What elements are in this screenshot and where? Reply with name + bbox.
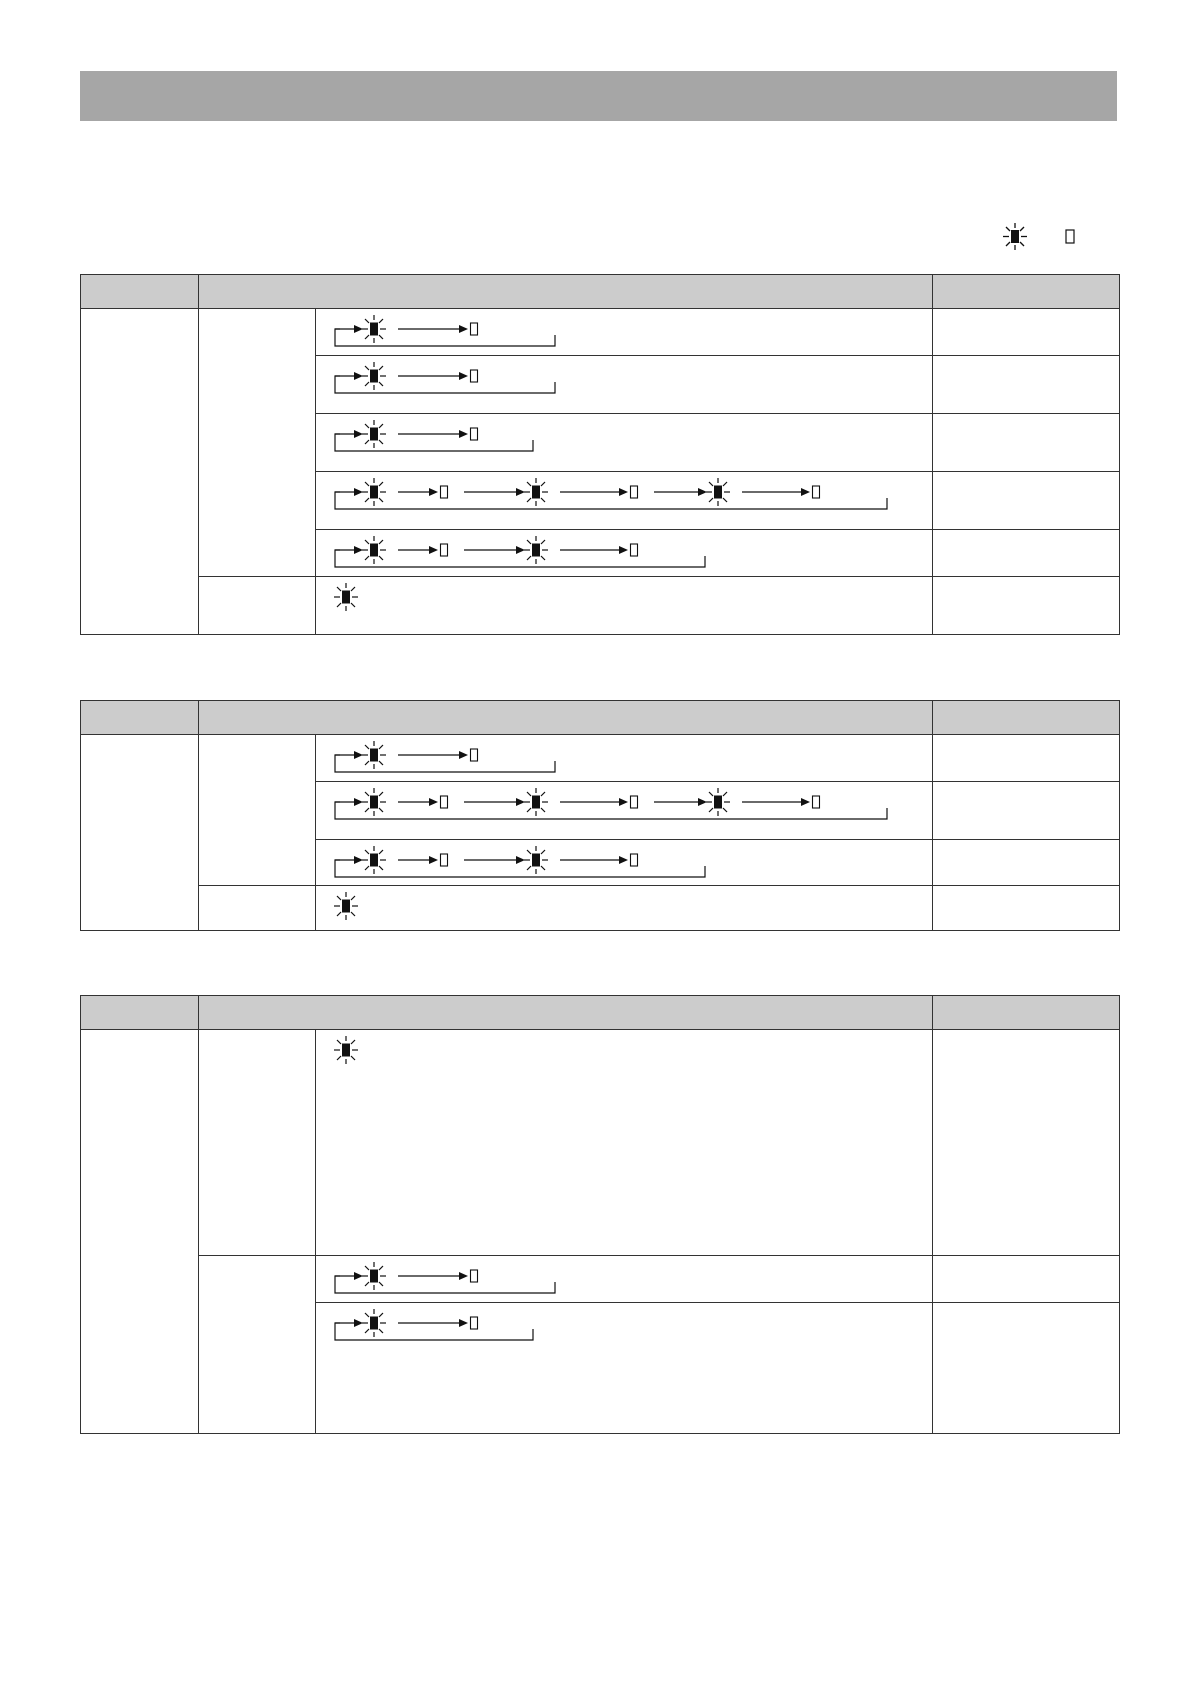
loop-line — [335, 1276, 555, 1293]
led-off-icon — [471, 1270, 478, 1282]
state-cell — [199, 577, 316, 635]
arrow-head-icon — [354, 751, 363, 759]
led-off-icon — [471, 428, 478, 440]
arrow-head-icon — [801, 488, 810, 496]
led-pattern-diagram — [316, 414, 932, 472]
flashing-led-icon — [524, 536, 548, 564]
state-cell — [199, 1030, 316, 1256]
table-header-cell — [199, 275, 933, 309]
arrow-head-icon — [459, 751, 468, 759]
indicator-table-3 — [80, 995, 1120, 1434]
led-pattern-diagram — [316, 735, 932, 782]
status-cell — [933, 309, 1120, 356]
led-pattern-cell — [316, 414, 933, 472]
led-pattern-cell — [316, 1030, 933, 1256]
flashing-led-icon — [524, 478, 548, 506]
arrow-head-icon — [459, 1272, 468, 1280]
led-pattern-diagram — [316, 782, 932, 840]
table-header-cell — [81, 701, 199, 735]
flashing-led-icon — [362, 420, 386, 448]
arrow-head-icon — [619, 546, 628, 554]
led-pattern-diagram — [316, 356, 932, 414]
led-off-icon — [471, 323, 478, 335]
flashing-led-icon — [334, 892, 358, 920]
table-header-cell — [933, 996, 1120, 1030]
led-off-icon — [631, 544, 638, 556]
table-row — [81, 577, 1120, 635]
led-pattern-diagram — [316, 840, 932, 886]
status-cell — [933, 735, 1120, 782]
led-pattern-diagram — [316, 309, 932, 356]
arrow-head-icon — [354, 488, 363, 496]
arrow-head-icon — [698, 798, 707, 806]
indicator-table-2 — [80, 700, 1120, 931]
arrow-head-icon — [459, 430, 468, 438]
status-cell — [933, 782, 1120, 840]
arrow-head-icon — [354, 1319, 363, 1327]
led-pattern-cell — [316, 1303, 933, 1434]
led-pattern-diagram — [316, 1303, 932, 1434]
arrow-head-icon — [354, 546, 363, 554]
arrow-head-icon — [459, 372, 468, 380]
arrow-head-icon — [619, 856, 628, 864]
flashing-led-icon — [1000, 222, 1030, 252]
led-pattern-cell — [316, 782, 933, 840]
arrow-head-icon — [429, 546, 438, 554]
arrow-head-icon — [516, 488, 525, 496]
arrow-head-icon — [354, 372, 363, 380]
led-pattern-diagram — [316, 472, 932, 530]
led-off-icon — [813, 796, 820, 808]
led-pattern-diagram — [316, 530, 932, 577]
indicator-table-1 — [80, 274, 1120, 635]
table-header-row — [81, 996, 1120, 1030]
legend — [1000, 222, 1100, 250]
arrow-head-icon — [516, 546, 525, 554]
arrow-head-icon — [459, 325, 468, 333]
arrow-head-icon — [354, 856, 363, 864]
loop-line — [335, 550, 705, 567]
loop-line — [335, 376, 555, 393]
flashing-led-icon — [362, 362, 386, 390]
led-pattern-cell — [316, 472, 933, 530]
state-cell — [199, 735, 316, 886]
led-pattern-cell — [316, 840, 933, 886]
table-row — [81, 735, 1120, 782]
flashing-led-icon — [362, 315, 386, 343]
led-off-icon — [1064, 229, 1076, 245]
loop-line — [335, 329, 555, 346]
led-pattern-cell — [316, 309, 933, 356]
table-header-cell — [81, 996, 199, 1030]
loop-line — [335, 755, 555, 772]
table-header-row — [81, 701, 1120, 735]
led-pattern-diagram — [316, 577, 932, 635]
table-header-row — [81, 275, 1120, 309]
table-header-cell — [199, 996, 933, 1030]
arrow-head-icon — [354, 798, 363, 806]
category-cell — [81, 735, 199, 931]
status-cell — [933, 1303, 1120, 1434]
table-row — [81, 309, 1120, 356]
led-off-icon — [441, 796, 448, 808]
table-header-cell — [81, 275, 199, 309]
loop-line — [335, 434, 533, 451]
status-cell — [933, 472, 1120, 530]
flashing-led-icon — [362, 741, 386, 769]
flashing-led-icon — [362, 1262, 386, 1290]
status-cell — [933, 530, 1120, 577]
led-off-icon — [441, 854, 448, 866]
flashing-led-icon — [362, 788, 386, 816]
arrow-head-icon — [516, 856, 525, 864]
state-cell — [199, 886, 316, 931]
led-pattern-cell — [316, 1256, 933, 1303]
flashing-led-icon — [334, 583, 358, 611]
table-row — [81, 886, 1120, 931]
table-header-cell — [933, 275, 1120, 309]
table-row — [81, 1030, 1120, 1256]
status-cell — [933, 886, 1120, 931]
led-pattern-cell — [316, 735, 933, 782]
led-off-icon — [471, 749, 478, 761]
arrow-head-icon — [429, 856, 438, 864]
flashing-led-icon — [334, 1036, 358, 1064]
status-cell — [933, 356, 1120, 414]
led-pattern-cell — [316, 530, 933, 577]
arrow-head-icon — [459, 1319, 468, 1327]
flashing-led-icon — [706, 788, 730, 816]
state-cell — [199, 309, 316, 577]
arrow-head-icon — [619, 798, 628, 806]
flashing-led-icon — [362, 846, 386, 874]
table-header-cell — [933, 701, 1120, 735]
table-header-cell — [199, 701, 933, 735]
page-header-band — [80, 71, 1117, 121]
arrow-head-icon — [801, 798, 810, 806]
arrow-head-icon — [516, 798, 525, 806]
flashing-led-icon — [362, 1309, 386, 1337]
arrow-head-icon — [354, 430, 363, 438]
category-cell — [81, 1030, 199, 1434]
status-cell — [933, 414, 1120, 472]
flashing-led-icon — [524, 788, 548, 816]
loop-line — [335, 860, 705, 877]
led-off-icon — [631, 796, 638, 808]
flashing-led-icon — [362, 536, 386, 564]
led-off-icon — [631, 486, 638, 498]
arrow-head-icon — [354, 325, 363, 333]
led-pattern-diagram — [316, 1030, 932, 1256]
state-cell — [199, 1256, 316, 1434]
arrow-head-icon — [354, 1272, 363, 1280]
led-off-icon — [471, 370, 478, 382]
led-pattern-cell — [316, 356, 933, 414]
status-cell — [933, 577, 1120, 635]
led-off-icon — [471, 1317, 478, 1329]
status-cell — [933, 1256, 1120, 1303]
led-pattern-diagram — [316, 886, 932, 931]
led-pattern-cell — [316, 886, 933, 931]
status-cell — [933, 1030, 1120, 1256]
arrow-head-icon — [619, 488, 628, 496]
led-off-icon — [441, 486, 448, 498]
category-cell — [81, 309, 199, 635]
status-cell — [933, 840, 1120, 886]
flashing-led-icon — [524, 846, 548, 874]
arrow-head-icon — [429, 488, 438, 496]
loop-line — [335, 1323, 533, 1340]
arrow-head-icon — [698, 488, 707, 496]
arrow-head-icon — [429, 798, 438, 806]
led-pattern-diagram — [316, 1256, 932, 1303]
flashing-led-icon — [706, 478, 730, 506]
flashing-led-icon — [362, 478, 386, 506]
led-off-icon — [441, 544, 448, 556]
table-row — [81, 1256, 1120, 1303]
led-pattern-cell — [316, 577, 933, 635]
led-off-icon — [631, 854, 638, 866]
led-off-icon — [813, 486, 820, 498]
